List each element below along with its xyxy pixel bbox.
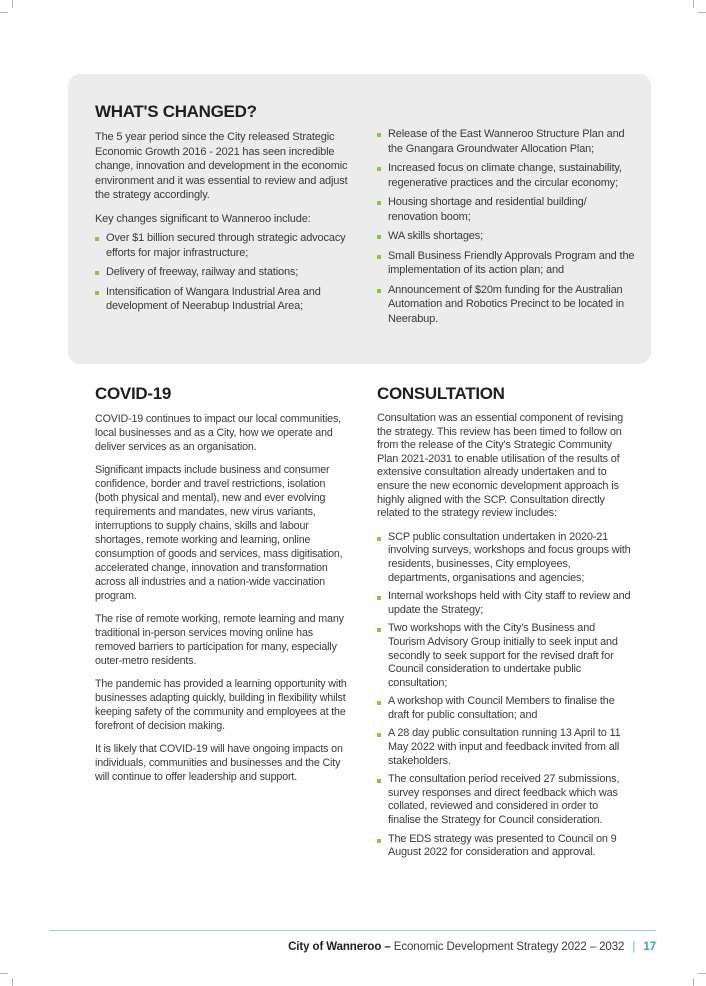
list-item: Housing shortage and residential building/ renovation boom;	[377, 195, 639, 224]
footer-brand: City of Wanneroo –	[288, 941, 391, 953]
list-item: Increased focus on climate change, sustainability, regenerative practices and the circular economy;	[377, 161, 639, 190]
crop-mark	[693, 978, 694, 986]
list-item: Small Business Friendly Approvals Program and the implementation of its action plan; and	[377, 249, 639, 278]
crop-mark	[0, 973, 8, 974]
consultation-heading: CONSULTATION	[377, 384, 505, 403]
list-item: A 28 day public consultation running 13 April to 11 May 2022 with input and feedback invited from all stakeholders.	[377, 727, 632, 768]
covid-paragraph: Significant impacts include business and consumer confidence, border and travel restrictions, isolation (both physical and mental), new and ever evolving requirements and mandates, new virus variants, interruptions to supply chains, skills and labour shortages, remote working and learning, online consumption of goods and services, mass digitisation, accelerated change, innovation and transformation across all industries and a nation-wide vaccination program.	[95, 464, 343, 602]
list-item: Internal workshops held with City staff to review and update the Strategy;	[377, 590, 632, 617]
list-item: Delivery of freeway, railway and stations;	[95, 265, 355, 280]
list-item: WA skills shortages;	[377, 229, 639, 244]
page-number: 17	[643, 941, 656, 953]
footer-separator: |	[632, 941, 636, 953]
footer-title: Economic Development Strategy 2022 – 2032	[393, 941, 625, 953]
list-item: SCP public consultation undertaken in 2020-21 involving surveys, workshops and focus groups with residents, businesses, City employees, departments, organisations and agencies;	[377, 531, 632, 585]
list-item: Two workshops with the City's Business and Tourism Advisory Group initially to seek input and secondly to seek support for the revised draft for Council consideration to undertake public consultation;	[377, 622, 632, 690]
crop-mark	[698, 12, 706, 13]
covid-paragraph: The rise of remote working, remote learning and many traditional in-person services moving online has removed barriers to participation for many, especially outer-metro residents.	[95, 613, 344, 667]
list-item: Announcement of $20m funding for the Australian Automation and Robotics Precinct to be located in Neerabup.	[377, 283, 639, 327]
crop-mark	[693, 0, 694, 8]
whats-changed-right-list	[377, 127, 639, 326]
consultation-section	[377, 384, 632, 860]
consultation-list	[377, 531, 632, 860]
footer-divider	[50, 930, 656, 931]
covid-paragraph: COVID-19 continues to impact our local communities, local businesses and as a City, how we operate and deliver services as an organisation.	[95, 413, 341, 453]
consultation-intro: Consultation was an essential component of revising the strategy. This review has been timed to follow on from the release of the City's Strategic Community Plan 2021-2031 to enable utilisation of the results of extensive consultation already undertaken and to ensure the new economic development approach is highly aligned with the SCP. Consultation directly related to the strategy review includes:	[377, 412, 624, 520]
covid-section	[95, 384, 347, 784]
list-item: Over $1 billion secured through strategic advocacy efforts for major infrastructure;	[95, 231, 355, 260]
whats-changed-right-column	[377, 127, 639, 326]
whats-changed-heading: WHAT'S CHANGED?	[95, 102, 257, 121]
whats-changed-left-column	[95, 102, 355, 314]
key-changes-label: Key changes significant to Wanneroo include:	[95, 212, 311, 225]
covid-heading: COVID-19	[95, 384, 172, 403]
whats-changed-left-list	[95, 231, 355, 314]
list-item: The consultation period received 27 submissions, survey responses and direct feedback which was collated, reviewed and considered in order to finalise the Strategy for Council consideration.	[377, 773, 632, 827]
crop-mark	[0, 12, 8, 13]
crop-mark	[12, 978, 13, 986]
crop-mark	[12, 0, 13, 8]
page-footer	[288, 941, 656, 953]
list-item: A workshop with Council Members to finalise the draft for public consultation; and	[377, 695, 632, 722]
list-item: Intensification of Wangara Industrial Area and development of Neerabup Industrial Area;	[95, 285, 355, 314]
list-item: The EDS strategy was presented to Council on 9 August 2022 for consideration and approval.	[377, 833, 632, 860]
whats-changed-intro: The 5 year period since the City released Strategic Economic Growth 2016 - 2021 has seen incredible change, innovation and development in the economic environment and it was essential to review and adjust the strategy accordingly.	[95, 131, 348, 201]
covid-paragraph: The pandemic has provided a learning opportunity with businesses adapting quickly, building in flexibility whilst keeping safety of the community and employees at the forefront of decision making.	[95, 678, 347, 732]
crop-mark	[698, 973, 706, 974]
list-item: Release of the East Wanneroo Structure Plan and the Gnangara Groundwater Allocation Plan;	[377, 127, 639, 156]
covid-paragraph: It is likely that COVID-19 will have ongoing impacts on individuals, communities and businesses and the City will continue to offer leadership and support.	[95, 743, 343, 783]
